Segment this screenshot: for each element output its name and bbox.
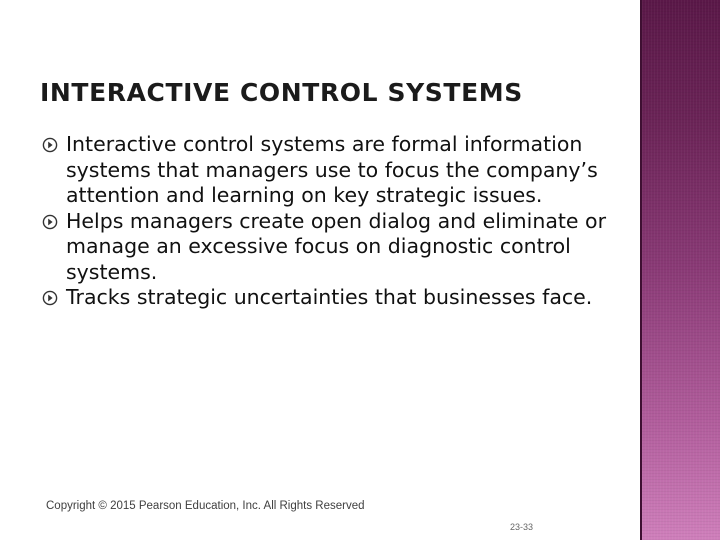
page-number: 23-33: [510, 522, 534, 532]
bullet-item: [40, 132, 630, 209]
bullet-item: [40, 285, 630, 311]
copyright-notice: Copyright © 2015 Pearson Education, Inc. All Rights Reserved: [46, 500, 365, 512]
bullet-text: Helps managers create open dialog and eliminate or manage an excessive focus on diagnostic control systems.: [66, 208, 607, 284]
bullet-list: [40, 132, 630, 311]
circled-arrow-icon: [42, 290, 58, 306]
slide-title: INTERACTIVE CONTROL SYSTEMS: [40, 78, 523, 107]
bullet-text: Interactive control systems are formal information systems that managers use to focus the company’s attention and learning on key strategic issues.: [66, 132, 598, 207]
circled-arrow-icon: [42, 137, 58, 153]
decorative-side-panel: [642, 0, 720, 540]
circled-arrow-icon: [42, 214, 58, 230]
bullet-item: [40, 209, 630, 286]
bullet-text: Tracks strategic uncertainties that businesses face.: [66, 285, 593, 309]
